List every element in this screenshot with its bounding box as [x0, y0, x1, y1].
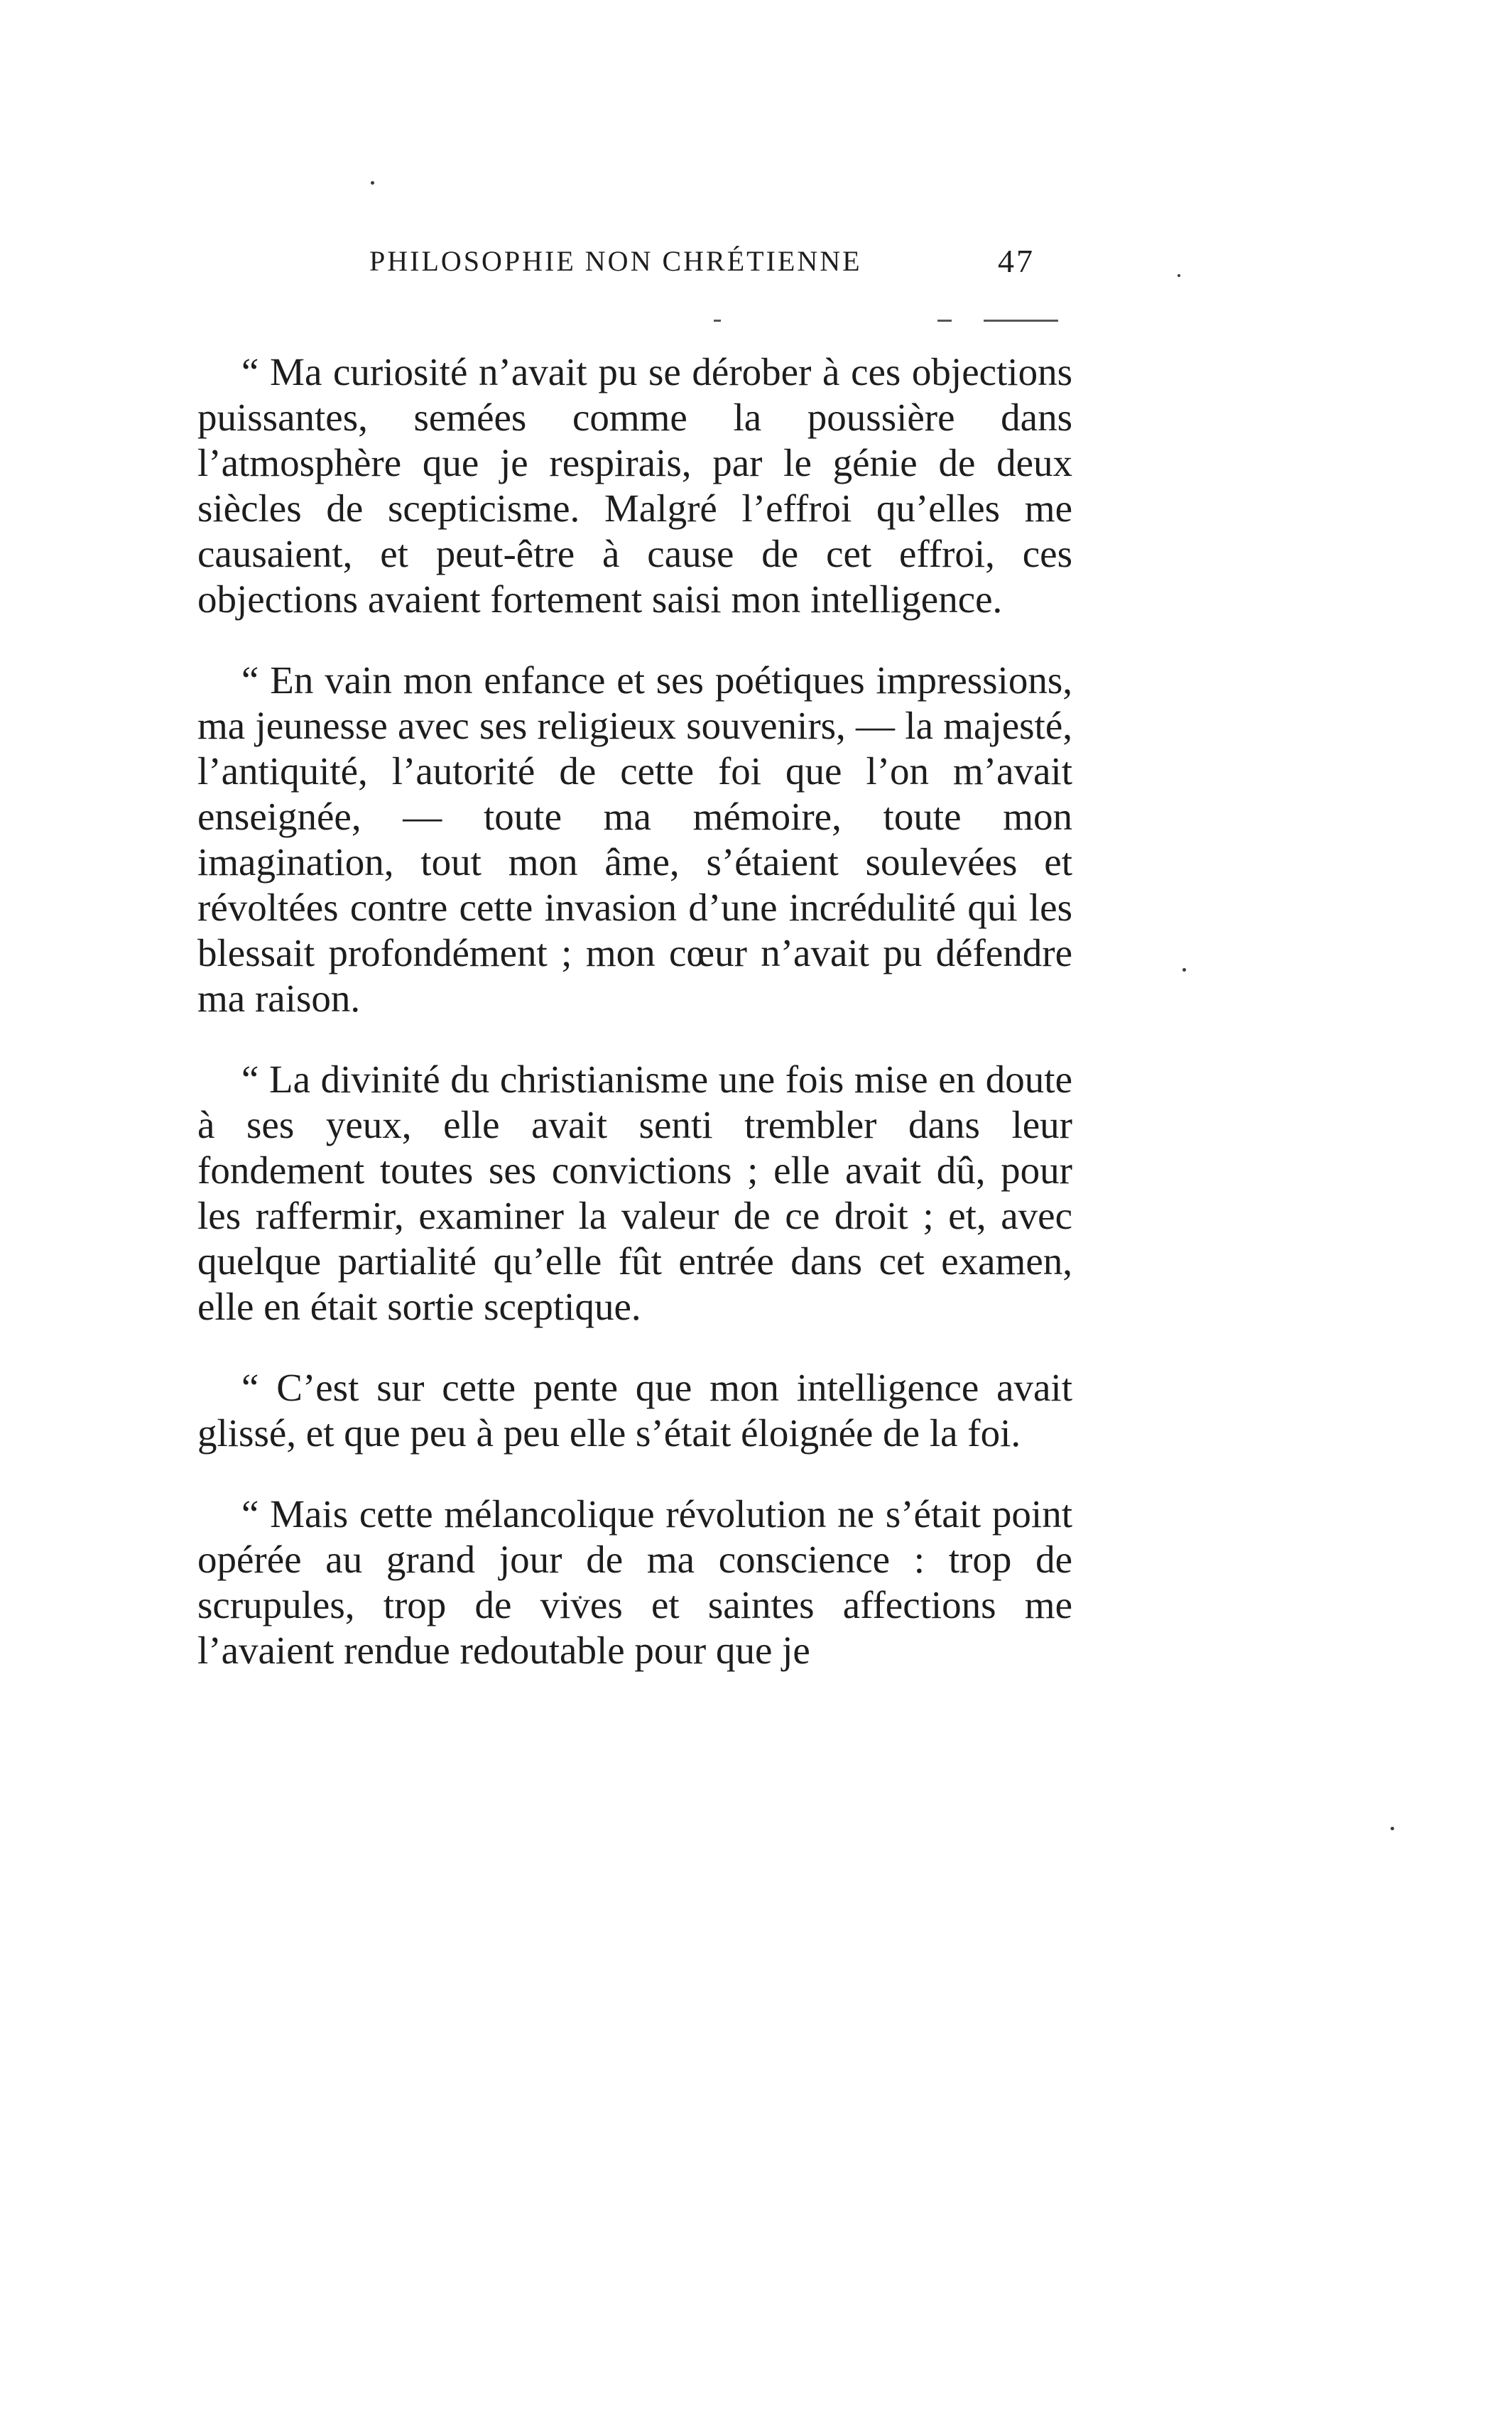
- paragraph: “ Mais cette mélancolique révolution ne s’était point opérée au grand jour de ma conscience : trop de scrupules, trop de vives et saintes affections me l’avaient rendue redoutable pour que je: [197, 1492, 1072, 1672]
- header-rule: [937, 320, 952, 322]
- paragraph: “ En vain mon enfance et ses poétiques impressions, ma jeunesse avec ses religieux souvenirs, — la majesté, l’antiquité, l’autorité de cette foi que l’on m’avait enseignée, — toute ma mémoire, toute mon imagination, tout mon âme, s’étaient soulevées et révoltées contre cette invasion d’une incrédulité qui les blessait profondément ; mon cœur n’avait pu défendre ma raison.: [197, 658, 1072, 1020]
- header-rule: [714, 320, 721, 322]
- ink-speck: [371, 181, 374, 185]
- ink-speck: [1177, 274, 1180, 277]
- running-head: [369, 240, 1079, 283]
- header-rule: [984, 320, 1058, 322]
- ink-speck: [1391, 1827, 1394, 1830]
- running-title: PHILOSOPHIE NON CHRÉTIENNE: [369, 245, 862, 277]
- paragraph: “ C’est sur cette pente que mon intelligence avait glissé, et que peu à peu elle s’était éloignée de la foi.: [197, 1366, 1072, 1455]
- ink-speck: [1182, 968, 1186, 972]
- paragraph: “ La divinité du christianisme une fois mise en doute à ses yeux, elle avait senti trembler dans leur fondement toutes ses convictions ; elle avait dû, pour les raffermir, examiner la valeur de ce droit ; et, avec quelque partialité qu’elle fût entrée dans cet examen, elle en était sortie sceptique.: [197, 1058, 1072, 1328]
- body-text: [197, 349, 1072, 1709]
- page-number: 47: [998, 243, 1035, 279]
- paragraph: “ Ma curiosité n’avait pu se dérober à ces objections puissantes, semées comme la poussière dans l’atmosphère que je respirais, par le génie de deux siècles de scepticisme. Malgré l’effroi qu’elles me causaient, et peut-être à cause de cet effroi, ces objections avaient fortement saisi mon intelligence.: [197, 350, 1072, 621]
